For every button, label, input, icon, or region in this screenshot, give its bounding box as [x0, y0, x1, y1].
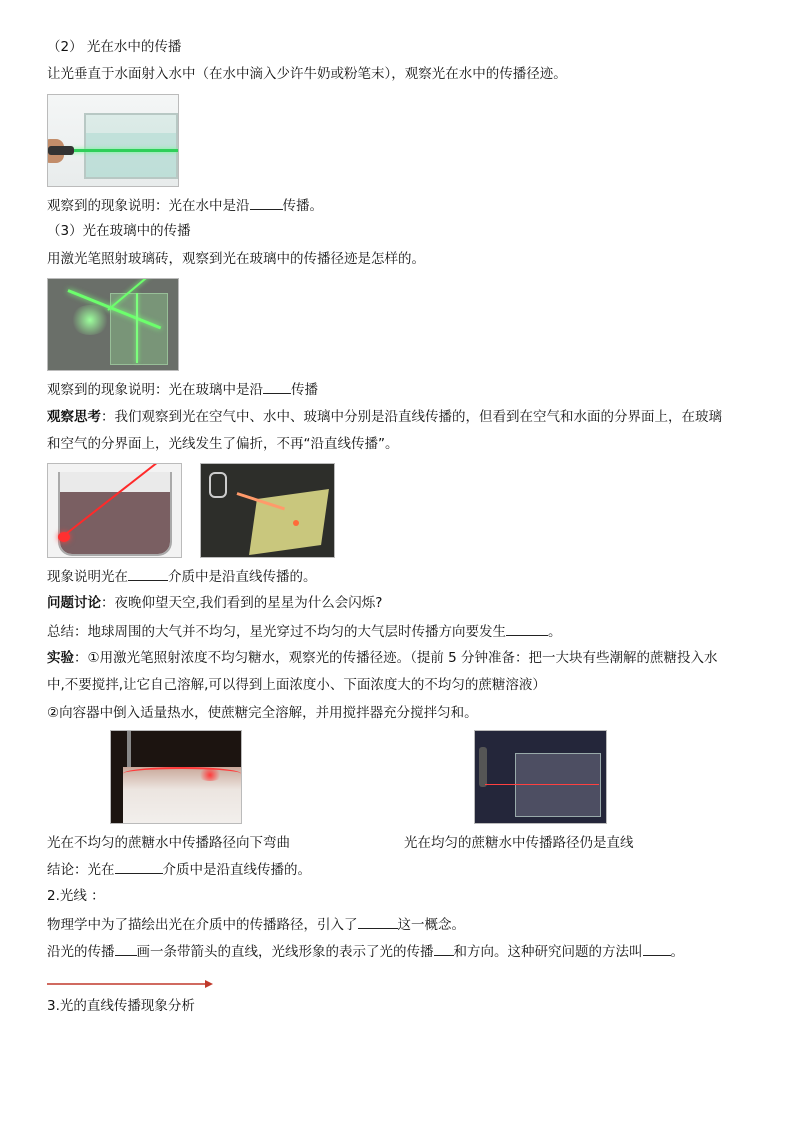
summary-statement: 总结：地球周围的大气并不均匀，星光穿过不均匀的大气层时传播方向要发生 。: [47, 621, 562, 642]
phenomenon-statement: 现象说明光在 介质中是沿直线传播的。: [47, 566, 317, 587]
light-ray-method: 沿光的传播 画一条带箭头的直线，光线形象的表示了光的传播 和方向。这种研究问题的方法叫 。: [47, 941, 684, 962]
blank-concept[interactable]: [358, 914, 398, 929]
water-tank-laser-image: [47, 94, 179, 187]
blank-path[interactable]: [115, 941, 137, 956]
think-paragraph-2: 和空气的分界面上，光线发生了偏折，不再“沿直线传播”。: [47, 436, 399, 452]
glass-brick-laser-image: [47, 278, 179, 371]
glass-plate-laser-image: [200, 463, 335, 558]
instruction-glass: 用激光笔照射玻璃砖，观察到光在玻璃中的传播径迹是怎样的。: [47, 251, 425, 267]
uniform-sugar-water-image: [474, 730, 607, 824]
discussion-question: 问题讨论：夜晚仰望天空,我们看到的星星为什么会闪烁?: [47, 595, 383, 611]
observation-glass: 观察到的现象说明：光在玻璃中是沿 传播: [47, 379, 318, 400]
section-heading-glass: （3）光在玻璃中的传播: [47, 223, 191, 239]
blank-path-2[interactable]: [434, 941, 454, 956]
beaker-laser-image: [47, 463, 182, 558]
uneven-sugar-water-image: [110, 730, 242, 824]
experiment-line-3: ②向容器中倒入适量热水，使蔗糖完全溶解，并用搅拌器充分搅拌匀和。: [47, 705, 478, 721]
conclusion-statement: 结论：光在 介质中是沿直线传播的。: [47, 859, 311, 880]
blank-glass[interactable]: [263, 379, 291, 394]
section-heading-water: （2） 光在水中的传播: [47, 39, 182, 55]
blank-conclusion[interactable]: [115, 859, 163, 874]
light-ray-arrow-icon: [47, 980, 213, 988]
think-paragraph-1: 观察思考：我们观察到光在空气中、水中、玻璃中分别是沿直线传播的，但看到在空气和水面的分界面上，在玻璃: [47, 409, 722, 425]
blank-summary[interactable]: [506, 621, 548, 636]
experiment-line-2: 中,不要搅拌,让它自己溶解,可以得到上面浓度小、下面浓度大的不均匀的蔗糖溶液）: [47, 677, 546, 693]
light-ray-definition: 物理学中为了描绘出光在介质中的传播路径，引入了 这一概念。: [47, 914, 465, 935]
blank-medium[interactable]: [128, 566, 168, 581]
section-heading-analysis: 3.光的直线传播现象分析: [47, 998, 195, 1014]
caption-uniform: 光在均匀的蔗糖水中传播路径仍是直线: [404, 835, 634, 851]
caption-uneven: 光在不均匀的蔗糖水中传播路径向下弯曲: [47, 835, 290, 851]
instruction-water: 让光垂直于水面射入水中（在水中滴入少许牛奶或粉笔末），观察光在水中的传播径迹。: [47, 66, 567, 82]
section-heading-light-ray: 2.光线 ：: [47, 888, 105, 904]
observation-water: 观察到的现象说明：光在水中是沿 传播。: [47, 195, 323, 216]
blank-water[interactable]: [250, 195, 283, 210]
experiment-line-1: 实验：①用激光笔照射浓度不均匀糖水，观察光的传播径迹。（提前 5 分钟准备：把一大块有些潮解的蔗糖投入水: [47, 650, 718, 666]
blank-method[interactable]: [643, 941, 671, 956]
